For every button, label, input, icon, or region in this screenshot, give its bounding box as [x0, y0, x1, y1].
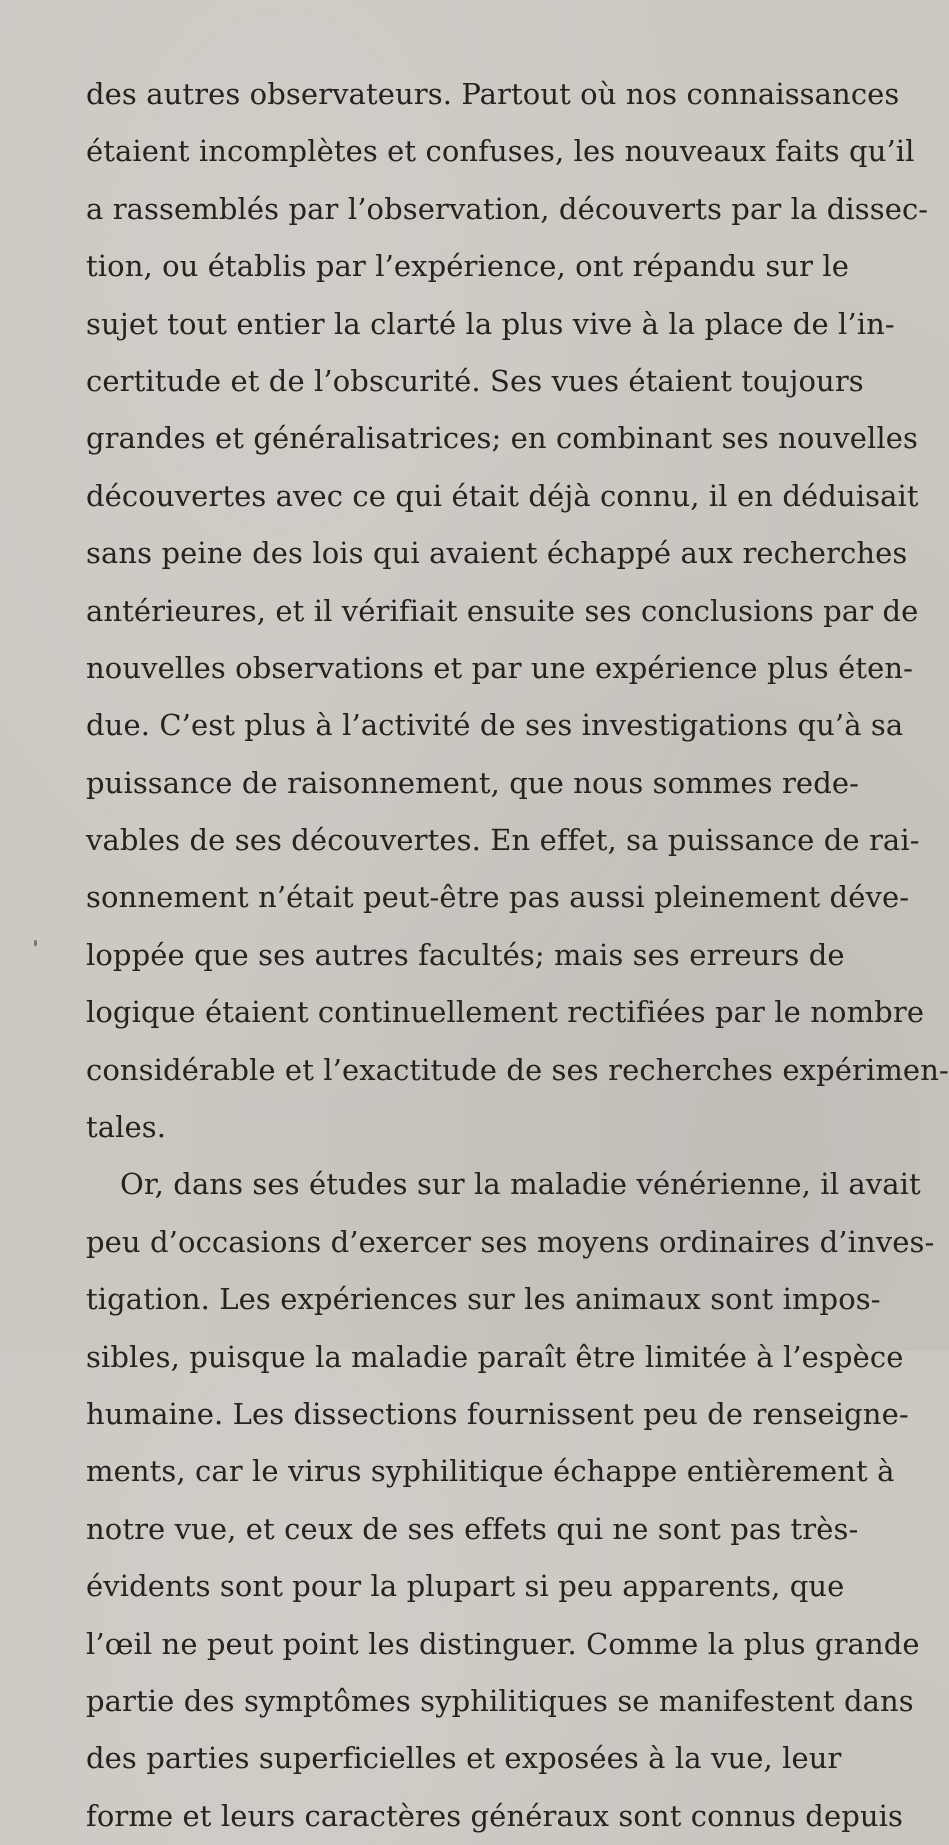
text-line: antérieures, et il vérifiait ensuite ses conclusions par de [86, 593, 919, 628]
text-line: due. C’est plus à l’activité de ses investigations qu’à sa [86, 708, 904, 743]
text-line: étaient incomplètes et confuses, les nouveaux faits qu’il [86, 134, 915, 169]
text-line: ments, car le virus syphilitique échappe entièrement à [86, 1454, 895, 1489]
text-line: Or, dans ses études sur la maladie vénérienne, il avait [120, 1167, 921, 1202]
text-line: sibles, puisque la maladie paraît être limitée à l’espèce [86, 1339, 904, 1374]
page-text [86, 66, 949, 1845]
text-line: sans peine des lois qui avaient échappé aux recherches [86, 536, 908, 571]
text-line: l’œil ne peut point les distinguer. Comme la plus grande [86, 1626, 920, 1661]
text-line: certitude et de l’obscurité. Ses vues étaient toujours [86, 363, 864, 398]
text-line: tion, ou établis par l’expérience, ont répandu sur le [86, 249, 850, 284]
text-line: sonnement n’était peut-être pas aussi pleinement déve- [86, 880, 910, 915]
text-line: forme et leurs caractères généraux sont connus depuis [86, 1798, 904, 1833]
text-line: découvertes avec ce qui était déjà connu, il en déduisait [86, 478, 919, 513]
text-line: grandes et généralisatrices; en combinant ses nouvelles [86, 421, 918, 456]
text-line: vables de ses découvertes. En effet, sa puissance de rai- [86, 823, 920, 858]
text-line: a rassemblés par l’observation, découverts par la dissec- [86, 191, 929, 226]
text-line: logique étaient continuellement rectifiées par le nombre [86, 995, 925, 1030]
text-line: tigation. Les expériences sur les animaux sont impos- [86, 1282, 881, 1317]
text-line: évidents sont pour la plupart si peu apparents, que [86, 1569, 845, 1604]
paragraph-2 [86, 1156, 935, 1845]
text-line: humaine. Les dissections fournissent peu de renseigne- [86, 1396, 909, 1431]
text-line: tales. [86, 1110, 167, 1145]
text-line: sujet tout entier la clarté la plus vive à la place de l’in- [86, 306, 895, 341]
text-line: puissance de raisonnement, que nous sommes rede- [86, 765, 860, 800]
text-line: peu d’occasions d’exercer ses moyens ordinaires d’inves- [86, 1224, 935, 1259]
text-line: considérable et l’exactitude de ses recherches expérimen- [86, 1052, 949, 1087]
text-line: loppée que ses autres facultés; mais ses erreurs de [86, 937, 845, 972]
text-line: nouvelles observations et par une expérience plus éten- [86, 650, 914, 685]
text-line: des parties superficielles et exposées à la vue, leur [86, 1741, 842, 1776]
text-line: des autres observateurs. Partout où nos connaissances [86, 77, 900, 111]
paragraph-1 [86, 66, 949, 1156]
text-line: partie des symptômes syphilitiques se manifestent dans [86, 1683, 914, 1718]
print-speck [34, 940, 37, 946]
text-line: notre vue, et ceux de ses effets qui ne sont pas très- [86, 1511, 859, 1546]
